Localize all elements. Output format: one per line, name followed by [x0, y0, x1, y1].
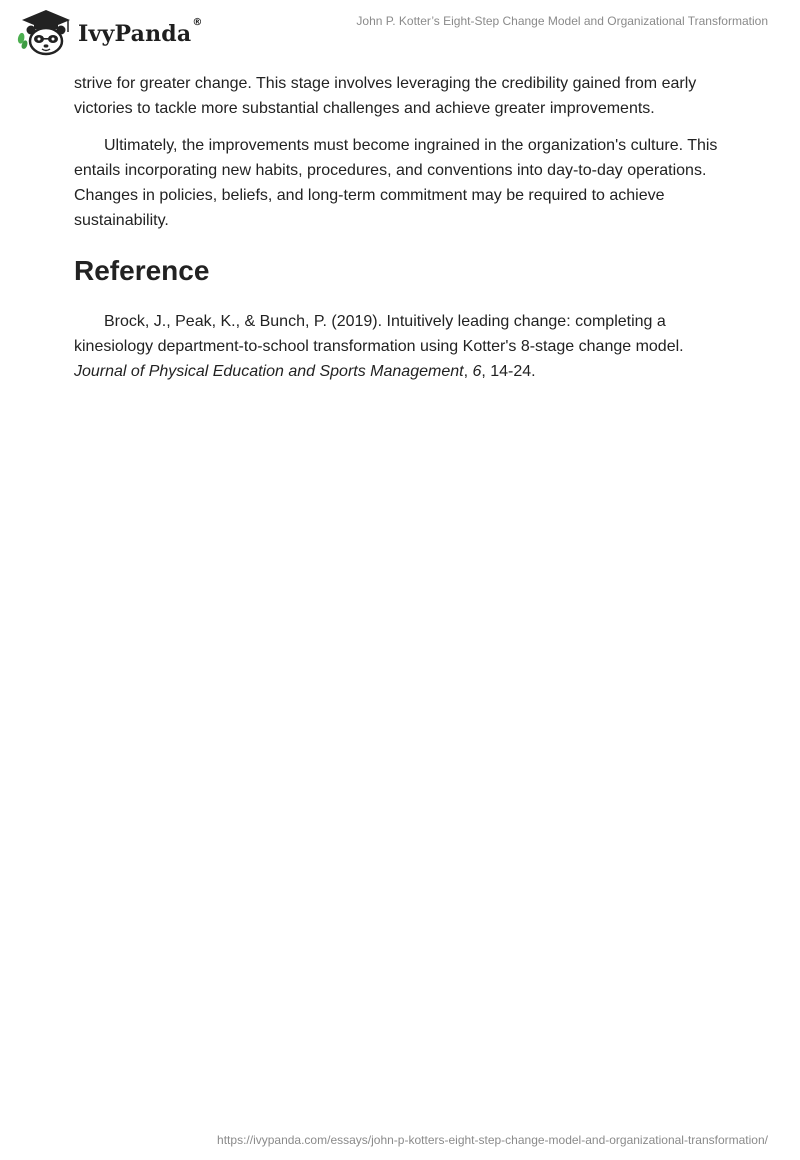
reference-authors-title: Brock, J., Peak, K., & Bunch, P. (2019). Intuitively leading change: completing a kinesiology department-to-school transformation using Kotter's 8-stage change model. [74, 313, 684, 355]
reference-volume: 6 [472, 363, 482, 380]
body-paragraph: strive for greater change. This stage involves leveraging the credibility gained from early victories to tackle more substantial challenges and achieve greater improvements. [74, 75, 697, 117]
essay-content [74, 71, 734, 384]
panda-graduate-icon [14, 8, 76, 56]
reference-pages: , 14-24. [481, 363, 536, 380]
reference-heading: Reference [74, 255, 210, 286]
page-header [0, 0, 800, 60]
registered-mark: ® [192, 17, 203, 28]
reference-journal: Journal of Physical Education and Sports Management [74, 363, 464, 380]
logo-text: IvyPanda® [78, 17, 203, 47]
body-paragraph: Ultimately, the improvements must become ingrained in the organization's culture. This entails incorporating new habits, procedures, and conventions into day-to-day operations. Changes in policies, beliefs, and long-term commitment may be required to achieve sustainability. [74, 137, 718, 229]
reference-separator: , [463, 363, 473, 380]
reference-entry [74, 309, 734, 384]
running-title: John P. Kotter’s Eight-Step Change Model and Organizational Transformation [356, 14, 768, 28]
ivypanda-logo[interactable] [14, 8, 203, 56]
footer-url[interactable]: https://ivypanda.com/essays/john-p-kotters-eight-step-change-model-and-organizational-transformation/ [217, 1133, 768, 1147]
